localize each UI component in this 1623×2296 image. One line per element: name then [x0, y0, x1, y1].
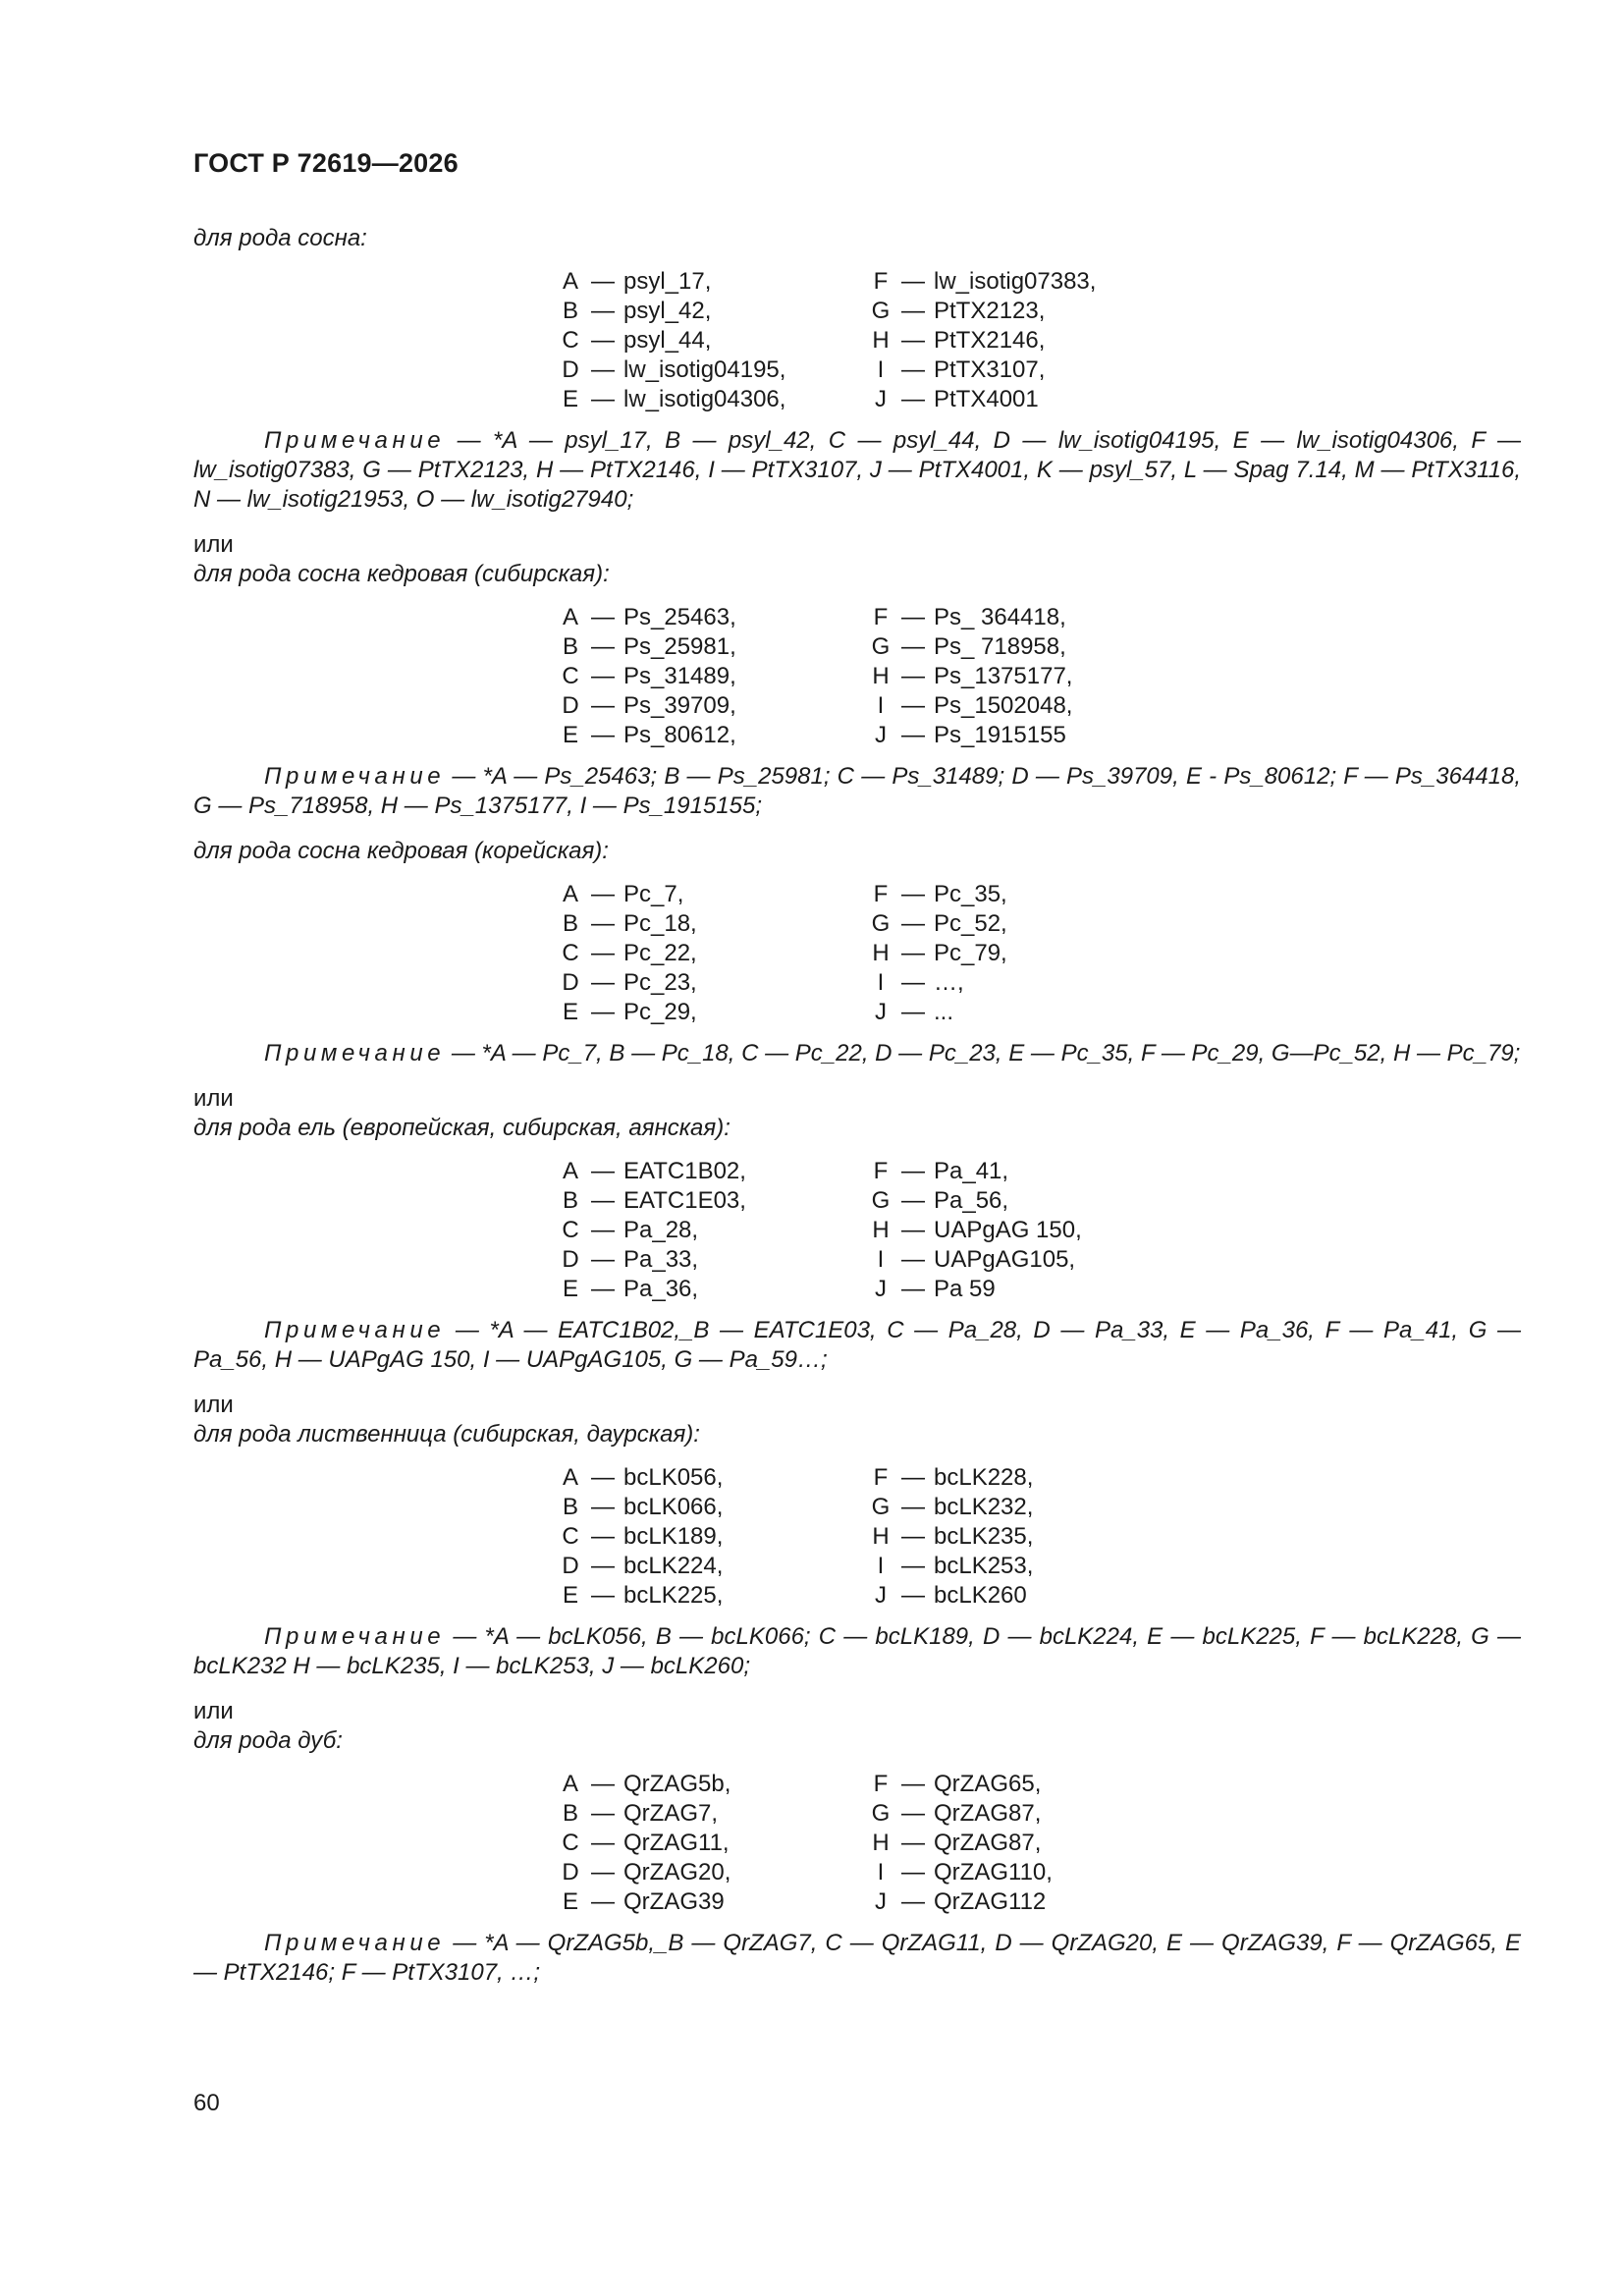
marker-name: bcLK228,: [934, 1464, 1034, 1491]
marker-dash: —: [901, 1464, 925, 1491]
marker-name: bcLK189,: [623, 1523, 724, 1550]
or-conjunction: или: [193, 1392, 234, 1418]
marker-section: [193, 1391, 1521, 1681]
marker-letter: J: [875, 1888, 887, 1915]
marker-row: [557, 691, 867, 721]
marker-section: [193, 1084, 1521, 1375]
marker-row: [867, 632, 1162, 662]
or-conjunction: или: [193, 531, 234, 558]
marker-row: [557, 1463, 867, 1493]
marker-list: [557, 1770, 1521, 1917]
marker-dash: —: [591, 940, 615, 966]
marker-row: [557, 1858, 867, 1887]
marker-name: bcLK253,: [934, 1553, 1034, 1579]
marker-row: [557, 603, 867, 632]
marker-letter: C: [562, 1523, 579, 1550]
marker-row: [867, 1522, 1162, 1552]
marker-name: psyl_44,: [623, 327, 712, 354]
marker-letter: J: [875, 722, 887, 748]
marker-row: [867, 880, 1162, 909]
marker-dash: —: [901, 1888, 925, 1915]
marker-dash: —: [591, 268, 615, 295]
marker-row: [867, 385, 1162, 414]
or-conjunction: или: [193, 1698, 234, 1724]
marker-row: [867, 1186, 1162, 1216]
marker-letter: F: [873, 1464, 889, 1491]
marker-row: [867, 909, 1162, 939]
marker-row: [867, 998, 1162, 1027]
note-label: Примечание: [264, 1623, 446, 1650]
marker-name: PtTX4001: [934, 386, 1039, 412]
marker-name: QrZAG11,: [623, 1830, 730, 1856]
marker-dash: —: [901, 1830, 925, 1856]
marker-letter: B: [562, 910, 578, 937]
note-paragraph: [193, 762, 1521, 821]
marker-row: [867, 721, 1162, 750]
marker-letter: I: [877, 1246, 885, 1273]
marker-row: [867, 355, 1162, 385]
marker-row: [867, 1581, 1162, 1611]
marker-dash: —: [591, 356, 615, 383]
marker-letter: I: [877, 692, 885, 719]
note-label: Примечание: [264, 1317, 446, 1343]
marker-dash: —: [591, 1523, 615, 1550]
marker-row: [557, 1216, 867, 1245]
marker-row: [867, 1799, 1162, 1829]
marker-row: [557, 880, 867, 909]
marker-list: [557, 880, 1521, 1027]
marker-name: Ps_80612,: [623, 722, 736, 748]
marker-dash: —: [901, 999, 925, 1025]
marker-letter: H: [872, 663, 890, 689]
marker-letter: B: [562, 1800, 578, 1827]
marker-letter: H: [872, 1830, 890, 1856]
marker-name: psyl_17,: [623, 268, 712, 295]
marker-letter: H: [872, 1523, 890, 1550]
marker-dash: —: [591, 722, 615, 748]
marker-row: [557, 1829, 867, 1858]
marker-name: QrZAG87,: [934, 1830, 1042, 1856]
marker-name: Ps_ 364418,: [934, 604, 1066, 630]
marker-name: QrZAG7,: [623, 1800, 719, 1827]
marker-dash: —: [591, 969, 615, 996]
marker-dash: —: [591, 663, 615, 689]
marker-name: PtTX2123,: [934, 298, 1046, 324]
marker-dash: —: [901, 604, 925, 630]
marker-letter: F: [873, 268, 889, 295]
marker-dash: —: [901, 1523, 925, 1550]
marker-name: Pc_29,: [623, 999, 697, 1025]
marker-letter: A: [562, 881, 578, 907]
or-conjunction: или: [193, 1085, 234, 1112]
marker-letter: G: [871, 1494, 891, 1520]
marker-row: [867, 1552, 1162, 1581]
marker-dash: —: [591, 1859, 615, 1886]
marker-letter: I: [877, 1859, 885, 1886]
marker-name: PtTX2146,: [934, 327, 1046, 354]
marker-name: lw_isotig07383,: [934, 268, 1097, 295]
marker-dash: —: [901, 356, 925, 383]
marker-dash: —: [591, 1158, 615, 1184]
marker-name: bcLK224,: [623, 1553, 724, 1579]
marker-dash: —: [901, 268, 925, 295]
marker-row: [867, 1493, 1162, 1522]
marker-dash: —: [591, 1830, 615, 1856]
marker-name: psyl_42,: [623, 298, 712, 324]
marker-row: [557, 1493, 867, 1522]
marker-letter: E: [562, 386, 578, 412]
marker-dash: —: [591, 999, 615, 1025]
marker-letter: D: [562, 1553, 579, 1579]
note-paragraph: [193, 426, 1521, 515]
marker-row: [557, 1522, 867, 1552]
marker-row: [557, 939, 867, 968]
marker-row: [557, 968, 867, 998]
marker-name: Pc_79,: [934, 940, 1007, 966]
marker-column-right: [867, 1770, 1162, 1917]
note-text: — *A — Pc_7, B — Pc_18, C — Pc_22, D — Pc_23, E — Pc_35, F — Pc_29, G—Pc_52, H — Pc_79;: [445, 1040, 1521, 1066]
marker-row: [557, 909, 867, 939]
marker-name: Pa_56,: [934, 1187, 1009, 1214]
marker-name: bcLK056,: [623, 1464, 724, 1491]
marker-row: [557, 1552, 867, 1581]
marker-name: UAPgAG 150,: [934, 1217, 1082, 1243]
note-text: — *A — EATC1B02,_B — EATC1E03, C — Pa_28, D — Pa_33, E — Pa_36, F — Pa_41, G — Pa_56, H — UAPgAG 150, I — UAPgAG105, G — Pa_59…;: [193, 1317, 1521, 1373]
marker-row: [557, 1770, 867, 1799]
marker-name: Pc_23,: [623, 969, 697, 996]
genus-heading: для рода сосна:: [193, 225, 367, 251]
marker-column-right: [867, 1157, 1162, 1304]
marker-dash: —: [901, 881, 925, 907]
marker-letter: H: [872, 327, 890, 354]
marker-letter: F: [873, 1158, 889, 1184]
marker-dash: —: [591, 298, 615, 324]
marker-name: EATC1B02,: [623, 1158, 746, 1184]
marker-row: [867, 297, 1162, 326]
marker-list: [557, 1157, 1521, 1304]
marker-name: Pc_52,: [934, 910, 1007, 937]
marker-list: [557, 603, 1521, 750]
note-text: — *A — bcLK056, B — bcLK066; C — bcLK189, D — bcLK224, E — bcLK225, F — bcLK228, G — bcLK232 H — bcLK235, I — bcLK253, J — bcLK260;: [193, 1623, 1521, 1679]
marker-letter: H: [872, 940, 890, 966]
marker-letter: J: [875, 999, 887, 1025]
marker-name: PtTX3107,: [934, 356, 1046, 383]
marker-dash: —: [901, 940, 925, 966]
marker-letter: D: [562, 969, 579, 996]
marker-name: ...: [934, 999, 954, 1025]
marker-letter: A: [562, 604, 578, 630]
note-paragraph: [193, 1622, 1521, 1681]
marker-dash: —: [591, 1187, 615, 1214]
marker-letter: D: [562, 1859, 579, 1886]
marker-dash: —: [591, 604, 615, 630]
marker-name: Pa_28,: [623, 1217, 699, 1243]
marker-row: [867, 662, 1162, 691]
marker-letter: C: [562, 940, 579, 966]
marker-row: [557, 1157, 867, 1186]
marker-column-right: [867, 603, 1162, 750]
marker-name: Pa_41,: [934, 1158, 1009, 1184]
marker-column-right: [867, 1463, 1162, 1611]
marker-dash: —: [901, 1859, 925, 1886]
marker-name: Ps_31489,: [623, 663, 736, 689]
marker-dash: —: [901, 1158, 925, 1184]
marker-row: [867, 1157, 1162, 1186]
marker-dash: —: [591, 1276, 615, 1302]
marker-column-left: [557, 1157, 867, 1304]
marker-letter: E: [562, 1276, 578, 1302]
note-text: — *A — Ps_25463; B — Ps_25981; C — Ps_31489; D — Ps_39709, E - Ps_80612; F — Ps_364418, G — Ps_718958, H — Ps_1375177, I — Ps_1915155;: [193, 763, 1521, 819]
marker-dash: —: [901, 1494, 925, 1520]
marker-letter: D: [562, 1246, 579, 1273]
marker-column-left: [557, 603, 867, 750]
marker-letter: G: [871, 1800, 891, 1827]
marker-dash: —: [901, 1582, 925, 1609]
marker-row: [557, 297, 867, 326]
marker-name: Ps_25981,: [623, 633, 736, 660]
marker-name: Pc_22,: [623, 940, 697, 966]
marker-column-left: [557, 267, 867, 414]
marker-row: [867, 1463, 1162, 1493]
marker-dash: —: [901, 910, 925, 937]
marker-column-left: [557, 1770, 867, 1917]
marker-letter: A: [562, 1464, 578, 1491]
marker-section: [193, 1697, 1521, 1988]
marker-row: [867, 1275, 1162, 1304]
marker-dash: —: [591, 1800, 615, 1827]
marker-section: [193, 530, 1521, 821]
marker-name: bcLK232,: [934, 1494, 1034, 1520]
marker-letter: I: [877, 356, 885, 383]
marker-name: EATC1E03,: [623, 1187, 746, 1214]
marker-dash: —: [901, 722, 925, 748]
marker-row: [867, 1887, 1162, 1917]
marker-name: …,: [934, 969, 964, 996]
marker-name: Pa_33,: [623, 1246, 699, 1273]
marker-name: Ps_25463,: [623, 604, 736, 630]
marker-row: [867, 1770, 1162, 1799]
marker-dash: —: [901, 1276, 925, 1302]
marker-row: [557, 632, 867, 662]
marker-dash: —: [591, 1771, 615, 1797]
marker-row: [557, 1581, 867, 1611]
note-paragraph: [193, 1929, 1521, 1988]
marker-letter: F: [873, 604, 889, 630]
marker-name: Ps_39709,: [623, 692, 736, 719]
marker-section: [193, 837, 1521, 1068]
marker-letter: A: [562, 1771, 578, 1797]
marker-name: QrZAG65,: [934, 1771, 1042, 1797]
marker-dash: —: [591, 1217, 615, 1243]
marker-dash: —: [591, 386, 615, 412]
marker-letter: D: [562, 356, 579, 383]
marker-name: bcLK260: [934, 1582, 1027, 1609]
marker-row: [867, 1858, 1162, 1887]
marker-letter: B: [562, 1494, 578, 1520]
marker-row: [557, 1186, 867, 1216]
marker-column-left: [557, 1463, 867, 1611]
marker-row: [557, 1799, 867, 1829]
marker-letter: B: [562, 1187, 578, 1214]
marker-column-left: [557, 880, 867, 1027]
marker-row: [867, 968, 1162, 998]
marker-letter: E: [562, 1888, 578, 1915]
marker-name: Pa 59: [934, 1276, 996, 1302]
marker-name: Ps_1502048,: [934, 692, 1073, 719]
marker-row: [557, 1245, 867, 1275]
marker-name: QrZAG5b,: [623, 1771, 731, 1797]
marker-name: QrZAG110,: [934, 1859, 1053, 1886]
marker-row: [557, 721, 867, 750]
marker-letter: J: [875, 1276, 887, 1302]
marker-letter: E: [562, 999, 578, 1025]
genus-heading: для рода лиственница (сибирская, даурская):: [193, 1421, 700, 1448]
marker-dash: —: [901, 1246, 925, 1273]
marker-row: [867, 1245, 1162, 1275]
marker-dash: —: [591, 692, 615, 719]
marker-letter: B: [562, 298, 578, 324]
marker-letter: A: [562, 1158, 578, 1184]
marker-dash: —: [591, 910, 615, 937]
marker-row: [867, 267, 1162, 297]
marker-dash: —: [901, 969, 925, 996]
marker-letter: E: [562, 722, 578, 748]
marker-dash: —: [901, 1187, 925, 1214]
marker-name: Ps_1375177,: [934, 663, 1073, 689]
marker-dash: —: [901, 1217, 925, 1243]
note-paragraph: [193, 1316, 1521, 1375]
document-header: ГОСТ Р 72619—2026: [193, 148, 459, 178]
marker-row: [557, 1275, 867, 1304]
note-label: Примечание: [264, 763, 446, 790]
marker-letter: C: [562, 663, 579, 689]
marker-name: QrZAG39: [623, 1888, 725, 1915]
marker-dash: —: [591, 1553, 615, 1579]
marker-letter: I: [877, 969, 885, 996]
marker-name: Pa_36,: [623, 1276, 699, 1302]
marker-letter: G: [871, 910, 891, 937]
note-text: — *A — QrZAG5b,_B — QrZAG7, C — QrZAG11, D — QrZAG20, E — QrZAG39, F — QrZAG65, E — PtTX2146; F — PtTX3107, …;: [193, 1930, 1521, 1986]
marker-name: bcLK235,: [934, 1523, 1034, 1550]
marker-dash: —: [901, 298, 925, 324]
genus-heading: для рода сосна кедровая (корейская):: [193, 838, 609, 864]
marker-dash: —: [591, 1888, 615, 1915]
marker-dash: —: [591, 633, 615, 660]
marker-letter: J: [875, 386, 887, 412]
note-label: Примечание: [264, 1040, 446, 1066]
marker-name: QrZAG20,: [623, 1859, 731, 1886]
marker-name: Pc_35,: [934, 881, 1007, 907]
marker-dash: —: [591, 1494, 615, 1520]
marker-name: lw_isotig04306,: [623, 386, 786, 412]
marker-dash: —: [591, 327, 615, 354]
marker-row: [557, 355, 867, 385]
marker-letter: F: [873, 1771, 889, 1797]
marker-name: bcLK225,: [623, 1582, 724, 1609]
genus-heading: для рода дуб:: [193, 1727, 343, 1754]
genus-heading: для рода ель (европейская, сибирская, аянская):: [193, 1115, 730, 1141]
marker-column-right: [867, 880, 1162, 1027]
marker-dash: —: [901, 1553, 925, 1579]
genus-heading: для рода сосна кедровая (сибирская):: [193, 561, 610, 587]
marker-letter: J: [875, 1582, 887, 1609]
marker-letter: D: [562, 692, 579, 719]
marker-letter: G: [871, 633, 891, 660]
marker-row: [867, 939, 1162, 968]
marker-letter: F: [873, 881, 889, 907]
page-number: 60: [193, 2090, 220, 2116]
marker-row: [557, 1887, 867, 1917]
marker-letter: G: [871, 1187, 891, 1214]
marker-row: [557, 385, 867, 414]
marker-name: Pc_18,: [623, 910, 697, 937]
marker-dash: —: [591, 881, 615, 907]
marker-row: [867, 1829, 1162, 1858]
marker-row: [867, 691, 1162, 721]
marker-letter: B: [562, 633, 578, 660]
marker-list: [557, 1463, 1521, 1611]
marker-dash: —: [901, 663, 925, 689]
marker-letter: E: [562, 1582, 578, 1609]
marker-column-right: [867, 267, 1162, 414]
document-body: [193, 224, 1521, 2003]
marker-dash: —: [901, 1800, 925, 1827]
note-text: — *A — psyl_17, B — psyl_42, C — psyl_44, D — lw_isotig04195, E — lw_isotig04306, F — lw_isotig07383, G — PtTX2123, H — PtTX2146, I — PtTX3107, J — PtTX4001, K — psyl_57, L — Spag 7.14, M — PtTX3116, N — lw_isotig21953, O — lw_isotig27940;: [193, 427, 1521, 513]
marker-dash: —: [901, 633, 925, 660]
marker-name: Pc_7,: [623, 881, 684, 907]
note-paragraph: [193, 1039, 1521, 1068]
marker-dash: —: [591, 1582, 615, 1609]
marker-dash: —: [901, 327, 925, 354]
marker-dash: —: [591, 1464, 615, 1491]
marker-letter: C: [562, 1217, 579, 1243]
marker-row: [557, 267, 867, 297]
marker-letter: C: [562, 1830, 579, 1856]
marker-dash: —: [901, 386, 925, 412]
marker-name: Ps_ 718958,: [934, 633, 1066, 660]
marker-name: lw_isotig04195,: [623, 356, 786, 383]
marker-dash: —: [901, 692, 925, 719]
marker-letter: I: [877, 1553, 885, 1579]
marker-letter: G: [871, 298, 891, 324]
note-label: Примечание: [264, 427, 446, 454]
marker-letter: C: [562, 327, 579, 354]
marker-dash: —: [901, 1771, 925, 1797]
marker-letter: A: [562, 268, 578, 295]
marker-row: [557, 662, 867, 691]
marker-name: Ps_1915155: [934, 722, 1066, 748]
marker-name: bcLK066,: [623, 1494, 724, 1520]
marker-row: [867, 1216, 1162, 1245]
marker-dash: —: [591, 1246, 615, 1273]
note-label: Примечание: [264, 1930, 446, 1956]
marker-row: [557, 326, 867, 355]
marker-list: [557, 267, 1521, 414]
marker-name: QrZAG112: [934, 1888, 1047, 1915]
marker-name: UAPgAG105,: [934, 1246, 1076, 1273]
marker-row: [867, 326, 1162, 355]
marker-row: [557, 998, 867, 1027]
marker-name: QrZAG87,: [934, 1800, 1042, 1827]
marker-row: [867, 603, 1162, 632]
marker-letter: H: [872, 1217, 890, 1243]
marker-section: [193, 224, 1521, 515]
